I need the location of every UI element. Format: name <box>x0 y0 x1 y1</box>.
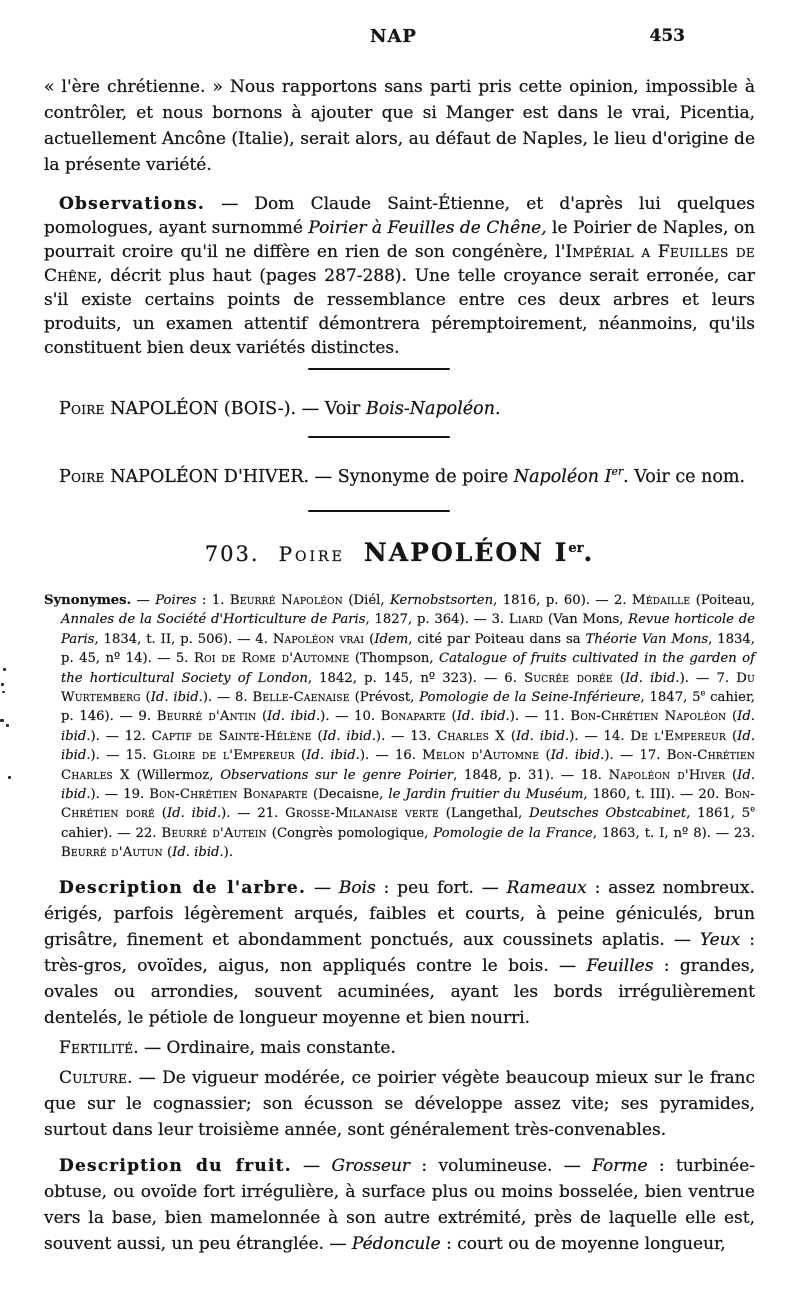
text-run: le Jardin fruitier du Muséum <box>388 787 584 803</box>
text-run: Belle-Caenaise <box>252 690 350 706</box>
section-divider <box>308 368 450 370</box>
text-run: Idem <box>374 631 409 647</box>
text-run: Captif de Sainte-Hélène <box>151 728 312 744</box>
text-run: Napoléon vrai <box>272 631 365 647</box>
text-run: , 1847, 5 <box>640 690 701 706</box>
text-run: ( <box>612 670 626 686</box>
text-run: ( <box>726 709 738 725</box>
text-run: Id. ibid. <box>61 728 756 764</box>
text-run: : turbinée-obtuse, ou ovoïde fort irrégulière, à surface plus ou moins bosselée, bien ventrue vers la base, bien mamelonnée à son autre extrémité, près de laquelle elle est, souvent aussi, un peu étranglée. — <box>44 1155 755 1254</box>
text-run: Id. ibid. <box>150 690 203 706</box>
text-run: , décrit plus haut (pages 287-288). Une telle croyance serait erronée, car s'il existe certains points de ressemblance entre ces deux arbres et leurs produits, un examen attentif démontrera péremptoirement, néanmoins, qu'ils constituent bien deux variétés distinctes. <box>44 266 755 358</box>
text-run: ( <box>154 806 167 822</box>
text-run: Bonaparte <box>380 709 446 725</box>
entry-category: Poire <box>278 542 345 566</box>
entry-napoleon-bois <box>44 396 755 422</box>
text-run: ). — 15. <box>90 748 153 764</box>
text-run: « l'ère chrétienne. » Nous rapportons sans parti pris cette opinion, impossible à contrôler, et nous bornons à ajouter que si Manger est dans le vrai, Picentia, actuellement Ancône (Italie), serait alors, au défaut de Naples, le lieu d'origine de la présente variété. <box>44 77 755 175</box>
text-run: : très-gros, ovoïdes, aigus, non appliqués contre le bois. — <box>44 929 755 976</box>
text-run: Poirier à Feuilles de Chêne, <box>308 218 547 238</box>
text-run: (Prévost, <box>349 690 420 706</box>
paragraph-description-arbre <box>44 875 755 1031</box>
text-run: Beurré d'Autun <box>61 845 163 861</box>
text-run: cahier). — 22. <box>61 825 162 841</box>
text-run: (Congrès pomologique, <box>266 825 434 841</box>
text-run: (Poiteau, <box>690 593 755 608</box>
text-run: Description de l'arbre. <box>59 877 307 898</box>
entry-number: 703. <box>204 542 260 566</box>
text-run: Id. ibid. <box>625 670 680 686</box>
text-run: Rameaux <box>506 877 587 898</box>
text-run: . Voir ce nom. <box>623 467 746 487</box>
text-run: : peu fort. — <box>375 877 507 898</box>
text-run: Id. ibid. <box>166 806 222 822</box>
text-run: Liard <box>508 612 544 628</box>
text-run: ( <box>725 767 738 783</box>
scan-artifact <box>3 668 6 671</box>
text-run: ). — 10. <box>320 709 381 725</box>
paragraph-fertilite <box>44 1035 755 1061</box>
text-run: er <box>611 465 624 479</box>
text-run: Pédoncule <box>351 1233 441 1254</box>
text-run: Culture <box>59 1067 128 1088</box>
text-run: Revue horticole de Paris <box>61 612 755 647</box>
entry-numeral-suffix: er <box>568 541 584 556</box>
text-run: — <box>131 593 156 608</box>
text-run: Bois-Napoléon. <box>365 399 501 419</box>
section-divider <box>308 510 450 512</box>
entry-numeral: I <box>554 538 569 567</box>
text-run: , 1834, p. 45, nº 14). — 5. <box>61 631 755 667</box>
text-run: (Decaisne, <box>307 787 389 803</box>
text-run: Observations. <box>59 194 206 214</box>
text-run: Id. ibid. <box>456 709 510 725</box>
text-run: Beurré d'Antin <box>156 709 257 725</box>
text-run: Id. ibid. <box>61 709 755 744</box>
paragraph-description-fruit <box>44 1153 755 1257</box>
text-run: , 1816, p. 60). — 2. <box>493 593 633 608</box>
text-run: Bon-Chrétien doré <box>61 787 755 822</box>
text-run: ). — 12. <box>90 728 152 744</box>
text-run: NAPOLÉON D'HIVER. — Synonyme de poire <box>104 467 514 487</box>
text-run: Annales de la Société d'Horticulture de Paris <box>61 612 366 628</box>
text-run: Grosse-Milanaise verte <box>285 806 439 822</box>
text-run: ). — 17. <box>604 748 667 764</box>
text-run: , 1842, p. 145, nº 323). — 6. <box>307 670 525 686</box>
text-run: Poire <box>59 399 105 419</box>
scan-artifact <box>0 719 4 722</box>
text-run: Melon d'Automne <box>422 748 540 764</box>
text-run: Id. ibid. <box>61 767 756 803</box>
scan-artifact <box>1 683 4 686</box>
text-run: Médaille <box>632 593 691 608</box>
text-run: . — De vigueur modérée, ce poirier végète beaucoup mieux sur le franc que sur le cognassier; son écusson se développe assez vite; ses pyramides, surtout dans leur troisième année, sont généralement très-convenables. <box>44 1067 755 1140</box>
text-run: Charles X <box>437 728 505 744</box>
text-run: Poires <box>155 593 197 608</box>
text-run: e <box>700 687 706 698</box>
text-run: cahier, p. 146). — 9. <box>61 690 755 725</box>
section-divider <box>308 436 450 438</box>
text-run: ). — 13. <box>375 728 438 744</box>
text-run: Sucrée dorée <box>524 670 613 686</box>
page-header <box>44 26 755 48</box>
text-run: ). — 8. <box>202 690 253 706</box>
text-run: : volumineuse. — <box>410 1155 593 1176</box>
text-run: (Langethal, <box>438 806 530 822</box>
text-run: ( <box>162 845 173 861</box>
text-run: ). — 19. <box>90 787 150 803</box>
text-run: ( <box>364 631 375 647</box>
text-run: ). — 7. <box>679 670 737 686</box>
paragraph-observations <box>44 192 755 360</box>
text-run: Id. ibid. <box>516 728 570 744</box>
text-run: ). — 11. <box>509 709 571 725</box>
text-run: Roi de Rome d'Automne <box>193 651 350 667</box>
text-run: Beurré d'Autein <box>161 825 267 841</box>
text-run: — <box>291 1155 332 1176</box>
text-run: ). <box>223 845 234 861</box>
text-run: Théorie Van Mons <box>585 631 709 647</box>
text-run: Id. ibid. <box>172 845 224 861</box>
text-run: Id. ibid. <box>322 728 376 744</box>
text-run: Id. ibid. <box>267 709 321 725</box>
text-run: — Dom Claude Saint-Étienne, et d'après lui quelques pomologues, ayant surnommé <box>44 194 755 238</box>
text-run: ( <box>311 728 323 744</box>
text-run: , 1860, t. III). — 20. <box>583 787 725 803</box>
text-run: Synonymes. <box>44 593 132 608</box>
text-run: . — Ordinaire, mais constante. <box>133 1037 396 1058</box>
text-run: Bon-Chrétien Charles X <box>61 748 755 783</box>
text-run: ( <box>294 748 307 764</box>
text-run: ( <box>140 690 151 706</box>
text-run: : 1. <box>196 593 230 608</box>
text-run: Fertilité <box>59 1037 134 1058</box>
text-run: Poire <box>59 467 105 487</box>
text-run: Observations sur le genre Poirier <box>220 767 454 783</box>
text-run: e <box>750 804 756 815</box>
paragraph-continuation <box>44 74 755 178</box>
text-run: Gloire de l'Empereur <box>152 748 295 764</box>
text-run: ( <box>445 709 457 725</box>
text-run: Catalogue of fruits cultivated in the garden of the horticultural Society of London <box>61 651 756 686</box>
text-run: : court ou de moyenne longueur, <box>440 1233 726 1254</box>
text-run: ). — 21. <box>221 806 286 822</box>
text-run: Id. ibid. <box>550 748 605 764</box>
page-number: 453 <box>649 26 685 46</box>
text-run: ( <box>256 709 268 725</box>
text-run: ( <box>504 728 517 744</box>
paragraph-synonymes <box>44 591 755 863</box>
text-run: , cité par Poiteau dans sa <box>408 631 586 647</box>
text-run: , 1863, t. I, nº 8). — 23. <box>592 825 756 841</box>
text-run: Forme <box>592 1155 648 1176</box>
text-run: : assez nombreux. érigés, parfois légèrement arqués, faibles et courts, à peine géniculés, brun grisâtre, finement et abondamment ponctués, aux coussinets aplatis. — <box>44 877 756 950</box>
text-run: Bon-Chrétien Bonaparte <box>149 787 308 803</box>
text-run: Beurré Napoléon <box>229 593 343 608</box>
text-run: Deutsches Obstcabinet <box>529 806 687 822</box>
text-run: Pomologie de la Seine-Inférieure <box>419 690 641 706</box>
paragraph-culture <box>44 1065 755 1143</box>
text-run: Kernobstsorten <box>389 593 494 608</box>
text-run: ( <box>539 748 551 764</box>
scan-artifact <box>6 724 9 727</box>
text-run: le Poirier de Naples, on pourrait croire qu'il ne diffère en rien de son congénère, l' <box>44 218 755 262</box>
running-title: NAP <box>370 26 417 47</box>
text-run: , 1834, t. II, p. 506). — 4. <box>94 631 273 647</box>
text-run: Feuilles <box>586 955 654 976</box>
scan-artifact <box>8 776 11 779</box>
text-run: Id. ibid. <box>306 748 360 764</box>
text-run: Impérial a Feuilles de Chêne <box>44 242 755 286</box>
text-run: (Diél, <box>342 593 390 608</box>
text-run: (Van Mons, <box>543 612 629 628</box>
text-run: Bois <box>338 877 376 898</box>
text-run: NAPOLÉON (BOIS-). — Voir <box>104 399 366 419</box>
text-run: ). — 14. <box>569 728 631 744</box>
text-run: (Thompson, <box>349 651 440 667</box>
text-run: Bon-Chrétien Napoléon <box>570 709 727 725</box>
text-run: — <box>306 877 339 898</box>
text-run: : grandes, ovales ou arrondies, souvent acuminées, ayant les bords irrégulièrement dentelés, le pétiole de longueur moyenne et bien nourri. <box>44 955 756 1028</box>
text-run: Du Wurtemberg <box>61 670 755 706</box>
text-run: ( <box>726 728 738 744</box>
text-run: Napoléon I <box>513 467 612 487</box>
entry-heading <box>44 538 755 567</box>
scan-artifact <box>2 691 5 693</box>
text-run: , 1861, 5 <box>686 806 751 822</box>
text-run: , 1827, p. 364). — 3. <box>365 612 509 628</box>
entry-name: NAPOLÉON <box>363 538 555 567</box>
text-run: Description du fruit. <box>59 1155 292 1176</box>
text-run: , 1848, p. 31). — 18. <box>453 767 609 783</box>
entry-napoleon-dhiver <box>44 464 755 490</box>
text-run: Yeux <box>699 929 741 950</box>
text-run: Grosseur <box>331 1155 411 1176</box>
text-run: De l'Empereur <box>630 728 727 744</box>
text-run: ). — 16. <box>359 748 423 764</box>
text-run: Napoléon d'Hiver <box>608 767 726 783</box>
text-run: Pomologie de la France <box>433 825 593 841</box>
text-run: (Willermoz, <box>129 767 221 783</box>
entry-period: . <box>583 538 595 567</box>
